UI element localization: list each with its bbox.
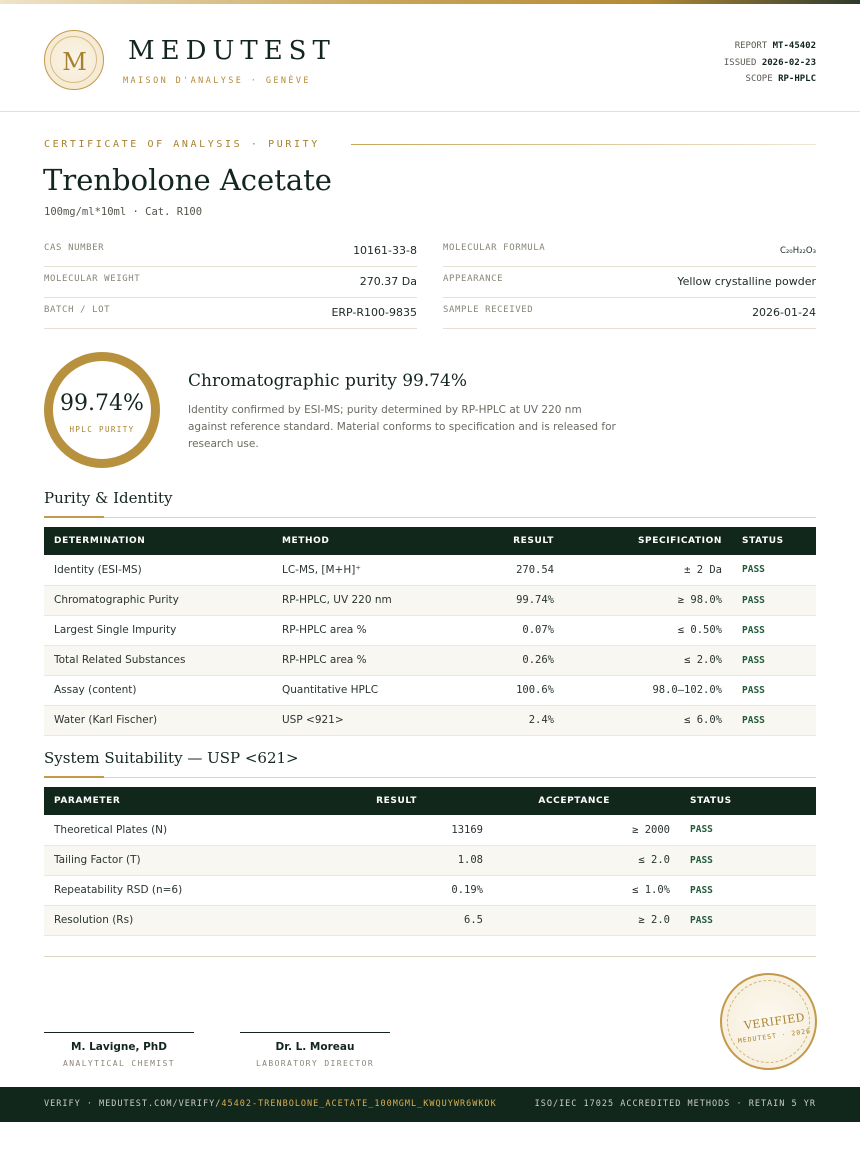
- verify-link[interactable]: 45402-TRENBOLONE_ACETATE_100MGML_KWQUYWR6WKDK: [221, 1099, 497, 1109]
- status-badge: PASS: [680, 815, 816, 845]
- table-row: Water (Karl Fischer) USP <921> 2.4% ≤ 6.0% PASS: [44, 705, 816, 735]
- table-row: Largest Single Impurity RP-HPLC area % 0.07% ≤ 0.50% PASS: [44, 615, 816, 645]
- table-header-row: [44, 527, 816, 555]
- status-badge: PASS: [732, 555, 816, 585]
- column-header: METHOD: [282, 536, 330, 546]
- signature-laboratory-director: [240, 1032, 390, 1068]
- status-badge: PASS: [680, 845, 816, 875]
- seal-text: VERIFIED: [743, 1010, 806, 1033]
- table-row: Identity (ESI-MS) LC-MS, [M+H]⁺ 270.54 ± 2 Da PASS: [44, 555, 816, 585]
- report-number: REPORT MT-45402: [734, 41, 816, 51]
- column-header: STATUS: [690, 796, 732, 806]
- verified-seal: [720, 973, 817, 1070]
- spec-molecular-formula: MOLECULAR FORMULA C₂₀H₂₂O₃: [443, 236, 816, 267]
- column-header: SPECIFICATION: [637, 536, 722, 546]
- signatory-role: LABORATORY DIRECTOR: [255, 1059, 375, 1068]
- section-divider: [44, 517, 816, 518]
- column-header: PARAMETER: [54, 796, 121, 806]
- column-header: DETERMINATION: [54, 536, 146, 546]
- product-subtitle: 100mg/ml*10ml · Cat. R100: [44, 206, 203, 218]
- purity-value: 99.74%: [60, 391, 144, 416]
- section-accent: [44, 516, 104, 518]
- signature-divider: [44, 956, 816, 957]
- table-row: Assay (content) Quantitative HPLC 100.6% 98.0–102.0% PASS: [44, 675, 816, 705]
- table-row: Theoretical Plates (N) 13169 ≥ 2000 PASS: [44, 815, 816, 845]
- spec-appearance: APPEARANCE Yellow crystalline powder: [443, 267, 816, 298]
- table-row: Chromatographic Purity RP-HPLC, UV 220 nm 99.74% ≥ 98.0% PASS: [44, 585, 816, 615]
- purity-description: Identity confirmed by ESI-MS; purity determined by RP-HPLC at UV 220 nm against reference standard. Material conforms to specification and is released for research use.: [188, 404, 616, 450]
- report-header: [0, 4, 860, 112]
- report-scope: SCOPE RP-HPLC: [745, 74, 816, 84]
- brand-logo: [44, 30, 104, 90]
- verify-line: VERIFY · MEDUTEST.COM/VERIFY/45402-TRENBOLONE_ACETATE_100MGML_KWQUYWR6WKDK: [44, 1099, 497, 1109]
- spec-sample-received: SAMPLE RECEIVED 2026-01-24: [443, 298, 816, 329]
- accreditation-note: ISO/IEC 17025 ACCREDITED METHODS · RETAIN 5 YR: [534, 1099, 816, 1109]
- status-badge: PASS: [732, 675, 816, 705]
- seal-subtext: MEDUTEST · 2026: [737, 1026, 812, 1046]
- certificate-eyebrow: CERTIFICATE OF ANALYSIS · PURITY: [44, 139, 320, 150]
- verification-footer: [0, 1087, 860, 1122]
- table-row: Resolution (Rs) 6.5 ≥ 2.0 PASS: [44, 905, 816, 935]
- column-header: ACCEPTANCE: [538, 796, 610, 806]
- table-header-row: [44, 787, 816, 815]
- logo-letter: M: [62, 48, 87, 76]
- status-badge: PASS: [680, 905, 816, 935]
- issued-date: ISSUED 2026-02-23: [723, 57, 816, 68]
- identity-table: [44, 527, 816, 736]
- column-header: STATUS: [742, 536, 784, 546]
- purity-ring: [44, 352, 160, 468]
- purity-ring-label: HPLC PURITY: [69, 425, 135, 434]
- spec-cas-number: CAS NUMBER 10161-33-8: [44, 236, 417, 267]
- signatory-name: M. Lavigne, PhD: [71, 1041, 167, 1053]
- identity-section-title: Purity & Identity: [44, 489, 173, 507]
- table-row: Total Related Substances RP-HPLC area % 0.26% ≤ 2.0% PASS: [44, 645, 816, 675]
- signatory-role: ANALYTICAL CHEMIST: [63, 1059, 175, 1068]
- signature-analytical-chemist: [44, 1032, 194, 1068]
- spec-molecular-weight: MOLECULAR WEIGHT 270.37 Da: [44, 267, 417, 298]
- signatory-name: Dr. L. Moreau: [275, 1041, 355, 1053]
- column-header: RESULT: [376, 796, 417, 806]
- status-badge: PASS: [732, 615, 816, 645]
- column-header: RESULT: [513, 536, 554, 546]
- table-row: Tailing Factor (T) 1.08 ≤ 2.0 PASS: [44, 845, 816, 875]
- spec-batch-lot: BATCH / LOT ERP-R100-9835: [44, 298, 417, 329]
- status-badge: PASS: [680, 875, 816, 905]
- suitability-section-title: System Suitability — USP <621>: [44, 749, 299, 767]
- suitability-table: [44, 787, 816, 936]
- product-title: Trenbolone Acetate: [43, 163, 332, 197]
- section-accent: [44, 776, 104, 778]
- brand-name: MEDUTEST: [128, 36, 336, 66]
- report-meta: [724, 38, 816, 88]
- status-badge: PASS: [732, 645, 816, 675]
- status-badge: PASS: [732, 705, 816, 735]
- eyebrow-divider: [351, 144, 816, 145]
- purity-headline: Chromatographic purity 99.74%: [188, 371, 468, 391]
- brand-tagline: MAISON D'ANALYSE · GENÈVE: [123, 76, 311, 86]
- section-divider: [44, 777, 816, 778]
- table-row: Repeatability RSD (n=6) 0.19% ≤ 1.0% PASS: [44, 875, 816, 905]
- status-badge: PASS: [732, 585, 816, 615]
